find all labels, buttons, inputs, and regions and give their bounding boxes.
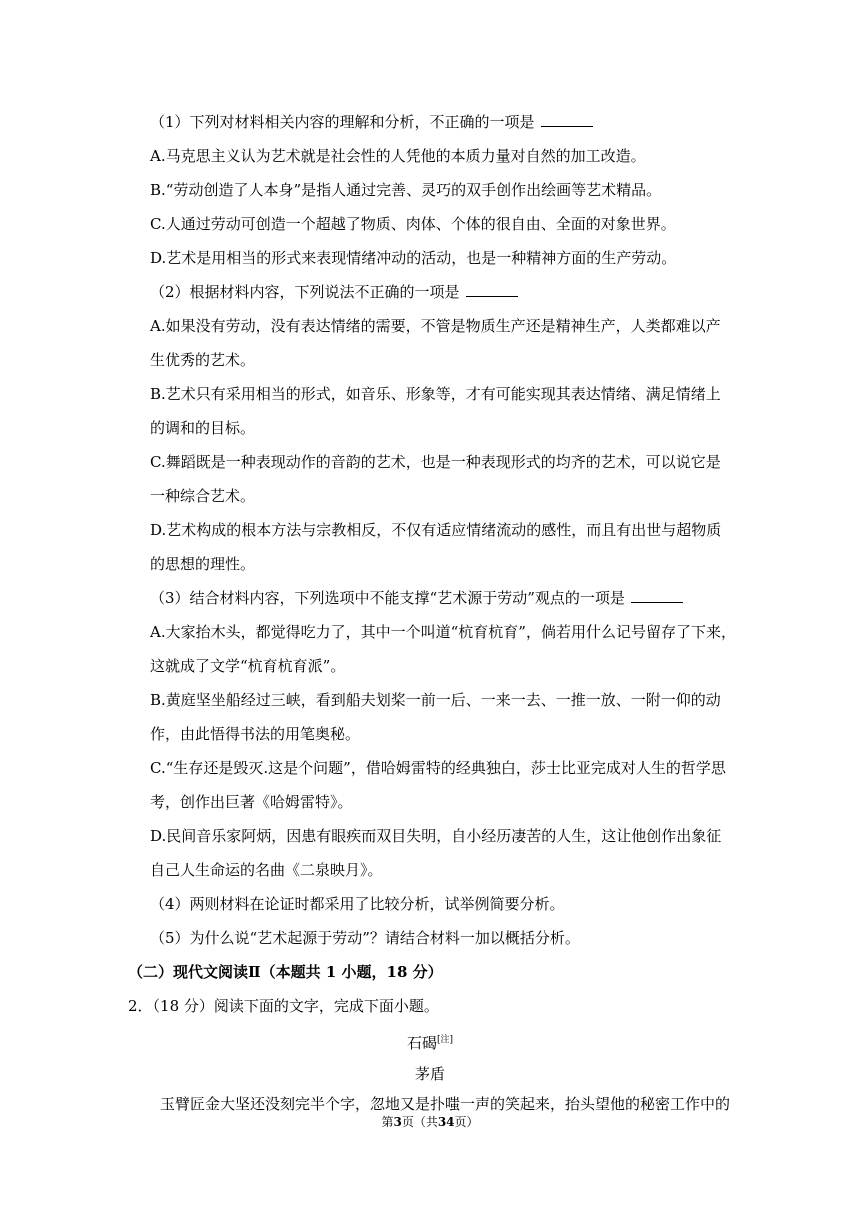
- current-page-number: 3: [393, 1115, 402, 1129]
- page-footer: 第3页（共34页）: [381, 1115, 479, 1129]
- story-author: 茅盾: [414, 1065, 445, 1083]
- answer-blank: [466, 282, 518, 297]
- answer-blank: [541, 112, 593, 127]
- q3-option-c-line2: 考，创作出巨著《哈姆雷特》。: [150, 793, 353, 811]
- q4-stem: （4）两则材料在论证时都采用了比较分析，试举例简要分析。: [150, 895, 565, 913]
- q2-option-c-line1: C.舞蹈既是一种表现动作的音韵的艺术，也是一种表现形式的均齐的艺术，可以说它是: [150, 453, 721, 471]
- q3-stem: （3）结合材料内容，下列选项中不能支撑“艺术源于劳动”观点的一项是: [150, 588, 683, 608]
- q2-option-d-line1: D.艺术构成的根本方法与宗教相反，不仅有适应情绪流动的感性，而且有出世与超物质: [150, 521, 722, 539]
- q3-option-c-line1: C.“生存还是毁灭.这是个问题”，借哈姆雷特的经典独白，莎士比亚完成对人生的哲学思: [150, 759, 726, 777]
- q3-option-b-line2: 作，由此悟得书法的用笔奥秘。: [150, 725, 361, 743]
- section-heading: （二）现代文阅读Ⅱ（本题共 1 小题，18 分）: [128, 963, 443, 981]
- q1-option-c: C.人通过劳动可创造一个超越了物质、肉体、个体的很自由、全面的对象世界。: [150, 215, 676, 233]
- q3-option-a-line2: 这就成了文学“杭育杭育派”。: [150, 657, 346, 675]
- q1-option-b: B.“劳动创造了人本身”是指人通过完善、灵巧的双手创作出绘画等艺术精品。: [150, 181, 662, 199]
- q1-option-d: D.艺术是用相当的形式来表现情绪冲动的活动，也是一种精神方面的生产劳动。: [150, 249, 677, 267]
- q2-option-c-line2: 一种综合艺术。: [150, 487, 256, 505]
- q3-option-d-line2: 自己人生命运的名曲《二泉映月》。: [150, 861, 383, 879]
- q1-option-a: A.马克思主义认为艺术就是社会性的人凭他的本质力量对自然的加工改造。: [150, 147, 646, 165]
- question-2-stem: 2．（18 分）阅读下面的文字，完成下面小题。: [128, 997, 439, 1015]
- q1-stem: （1）下列对材料相关内容的理解和分析，不正确的一项是: [150, 112, 593, 132]
- story-paragraph-line: 玉臂匠金大坚还没刻完半个字，忽地又是扑嗤一声的笑起来，抬头望他的秘密工作中的: [160, 1095, 731, 1113]
- q3-option-a-line1: A.大家抬木头，都觉得吃力了，其中一个叫道“杭育杭育”，倘若用什么记号留存了下来，: [150, 623, 736, 641]
- q3-option-d-line1: D.民间音乐家阿炳，因患有眼疾而双目失明，自小经历凄苦的人生，这让他创作出象征: [150, 827, 722, 845]
- q2-option-b-line2: 的调和的目标。: [150, 419, 256, 437]
- q3-option-b-line1: B.黄庭坚坐船经过三峡，看到船夫划桨一前一后、一来一去、一推一放、一附一仰的动: [150, 691, 721, 709]
- q2-option-d-line2: 的思想的理性。: [150, 555, 256, 573]
- story-title: 石碣[注]: [406, 1034, 454, 1052]
- title-footnote-marker: [注]: [436, 1035, 454, 1045]
- q5-stem: （5）为什么说“艺术起源于劳动”？请结合材料一加以概括分析。: [150, 929, 580, 947]
- q2-option-a-line2: 生优秀的艺术。: [150, 351, 256, 369]
- q2-option-a-line1: A.如果没有劳动，没有表达情绪的需要，不管是物质生产还是精神生产，人类都难以产: [150, 317, 721, 335]
- answer-blank: [631, 588, 683, 603]
- q2-stem: （2）根据材料内容，下列说法不正确的一项是: [150, 282, 518, 302]
- q2-option-b-line1: B.艺术只有采用相当的形式，如音乐、形象等，才有可能实现其表达情绪、满足情绪上: [150, 385, 721, 403]
- total-page-count: 34: [437, 1115, 455, 1129]
